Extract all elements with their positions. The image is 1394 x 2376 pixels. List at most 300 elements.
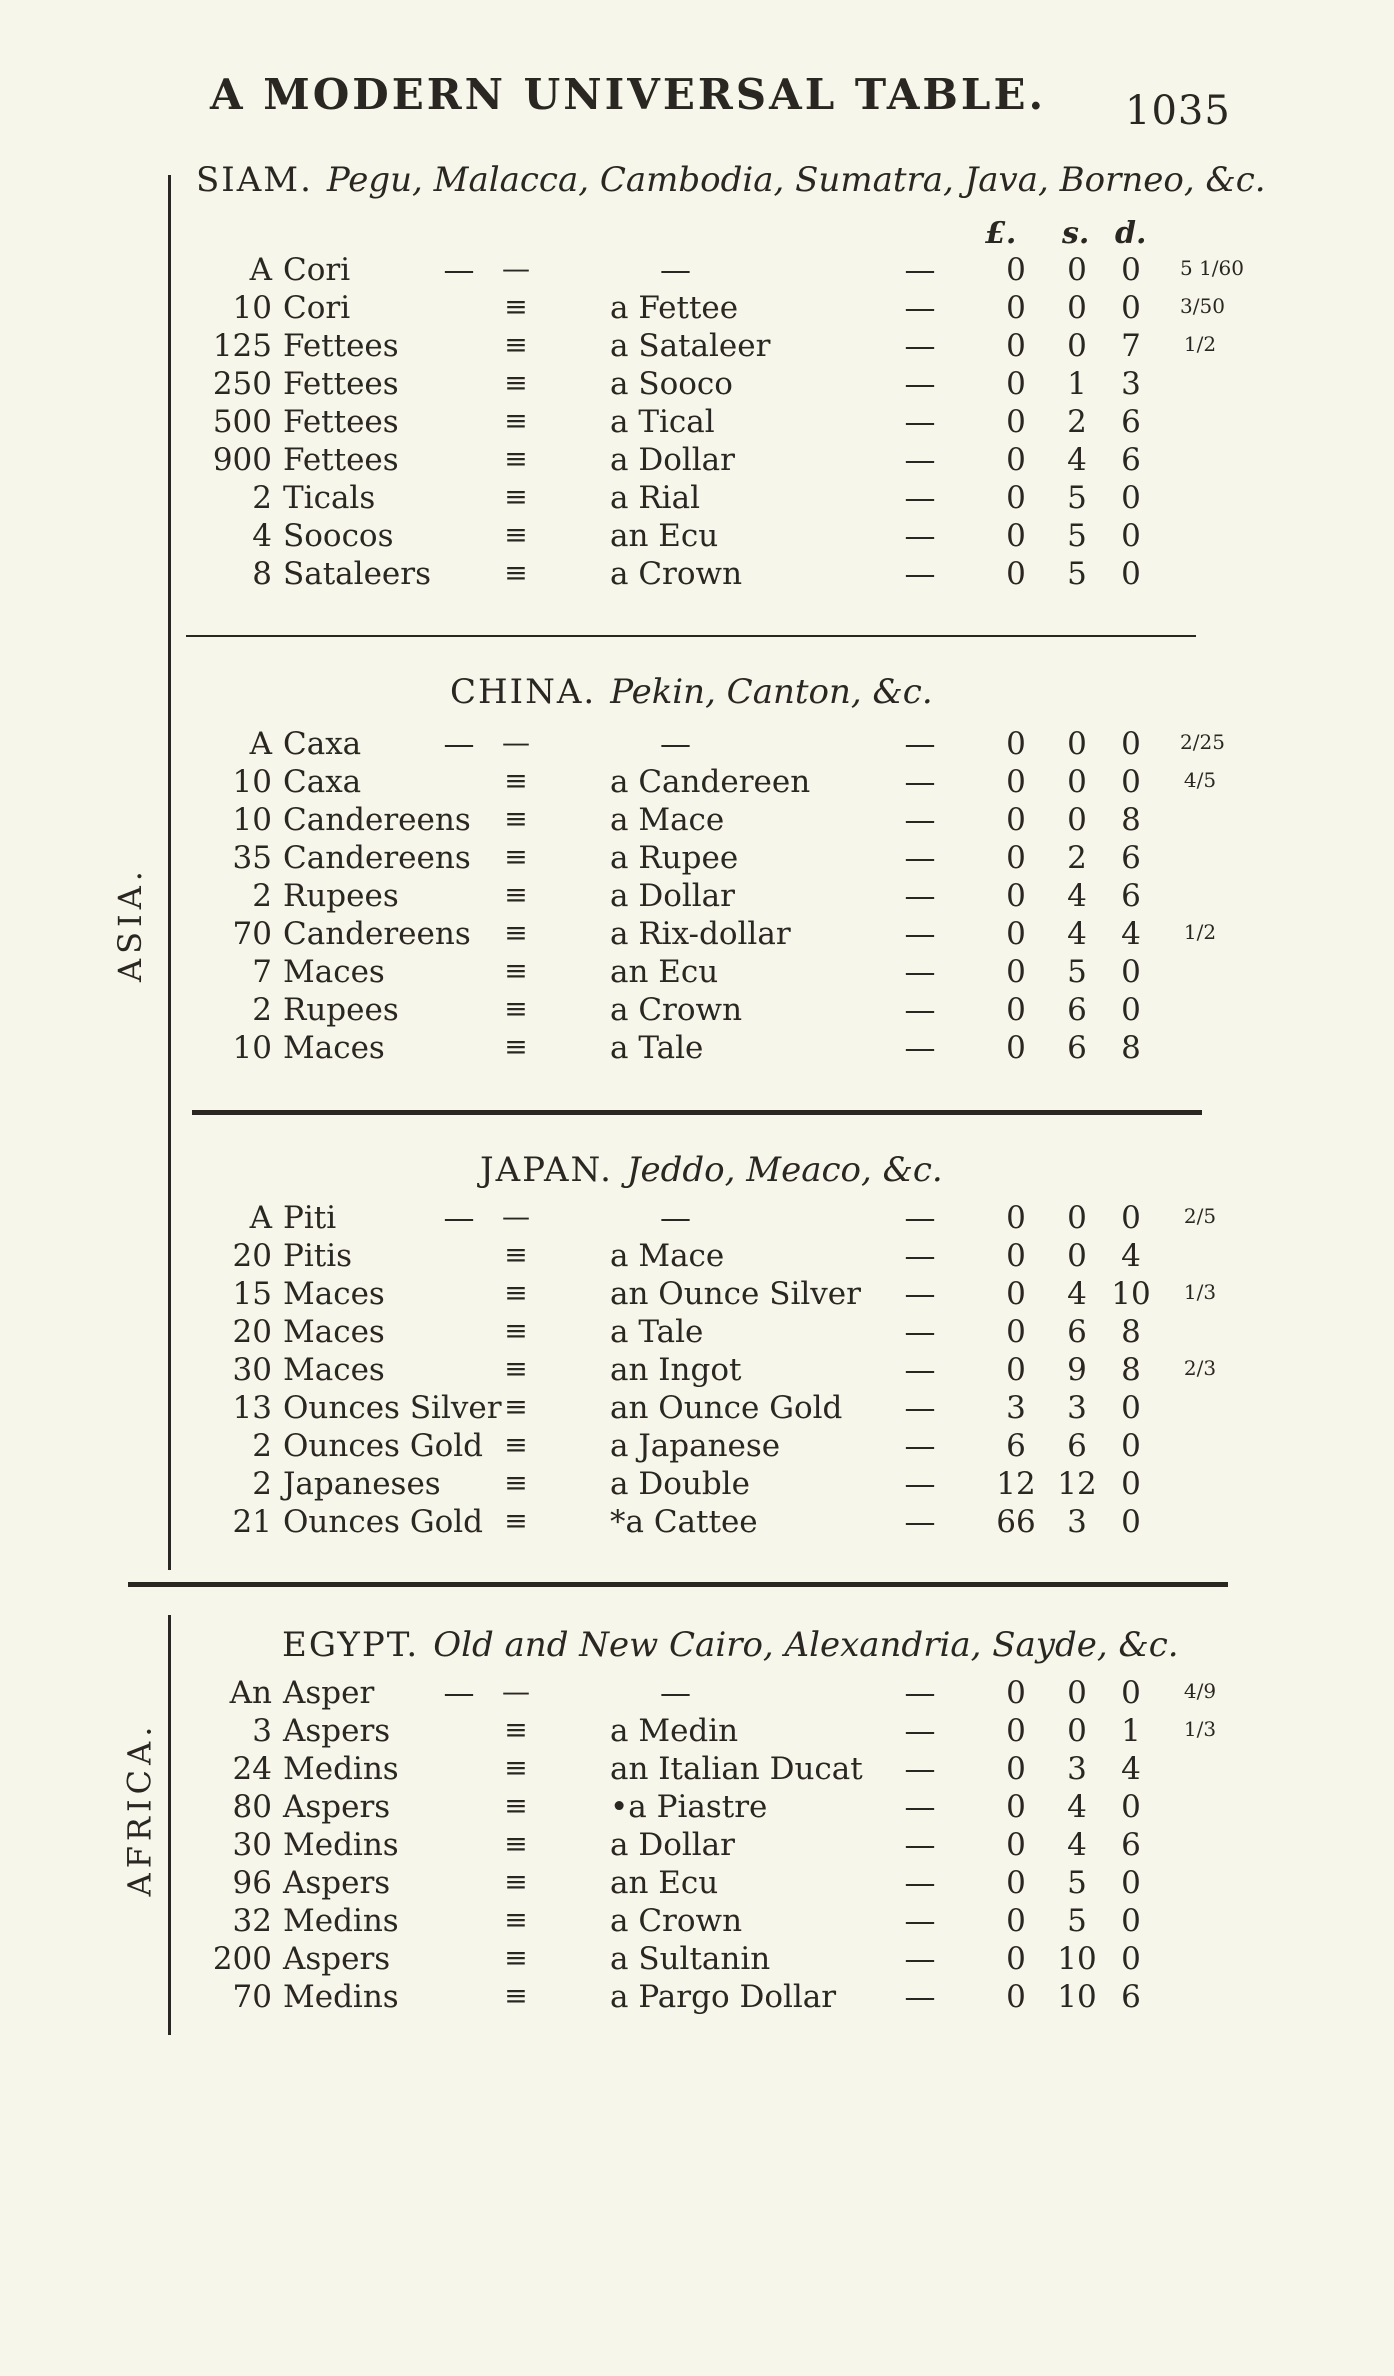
quantity: 2 bbox=[252, 992, 272, 1028]
dash-separator: — bbox=[904, 1504, 936, 1540]
pounds-value: 0 bbox=[1006, 764, 1026, 800]
dash-separator: — bbox=[502, 1675, 528, 1708]
quantity: 3 bbox=[252, 1713, 272, 1749]
dash-separator: — bbox=[904, 840, 936, 876]
quantity: 125 bbox=[212, 328, 272, 364]
equivalent: a Sooco bbox=[610, 366, 733, 402]
table-row bbox=[0, 1390, 1394, 1428]
shillings-value: 4 bbox=[1067, 1789, 1087, 1825]
equivalent: a Candereen bbox=[610, 764, 811, 800]
table-row bbox=[0, 1903, 1394, 1941]
pence-value: 8 bbox=[1121, 1030, 1141, 1066]
pounds-value: 0 bbox=[1006, 1713, 1026, 1749]
pence-value: 6 bbox=[1121, 840, 1141, 876]
pence-value: 0 bbox=[1121, 290, 1141, 326]
pounds-value: 0 bbox=[1006, 1030, 1026, 1066]
pounds-value: 0 bbox=[1006, 1827, 1026, 1863]
table-row bbox=[0, 1941, 1394, 1979]
pence-value: 8 bbox=[1121, 1314, 1141, 1350]
pence-head: d. bbox=[1115, 216, 1147, 251]
unit-name: Sataleers bbox=[283, 556, 431, 592]
continent-divider bbox=[128, 1582, 1228, 1587]
equals-separator: ≡ bbox=[504, 764, 526, 797]
dash-separator: — bbox=[904, 1979, 936, 2015]
quantity: 21 bbox=[232, 1504, 272, 1540]
pence-value: 0 bbox=[1121, 1200, 1141, 1236]
table-row bbox=[0, 1276, 1394, 1314]
dash-separator: — bbox=[904, 1352, 936, 1388]
fraction-value: 2/3 bbox=[1183, 1356, 1217, 1380]
equals-separator: ≡ bbox=[504, 1789, 526, 1822]
equals-separator: ≡ bbox=[504, 1466, 526, 1499]
pence-value: 6 bbox=[1121, 1827, 1141, 1863]
unit-name: Aspers bbox=[283, 1941, 391, 1977]
pounds-value: 0 bbox=[1006, 1789, 1026, 1825]
equivalent: a Dollar bbox=[610, 1827, 735, 1863]
pence-value: 0 bbox=[1121, 726, 1141, 762]
quantity: 10 bbox=[232, 802, 272, 838]
table-row bbox=[0, 1827, 1394, 1865]
fraction-value: 1/3 bbox=[1183, 1717, 1217, 1741]
pence-value: 0 bbox=[1121, 480, 1141, 516]
equivalent: *a Cattee bbox=[610, 1504, 758, 1540]
unit-name: Japaneses bbox=[283, 1466, 441, 1502]
dash-separator: — bbox=[660, 252, 691, 288]
equivalent: a Crown bbox=[610, 992, 743, 1028]
equivalent: a Pargo Dollar bbox=[610, 1979, 837, 2015]
quantity: 80 bbox=[232, 1789, 272, 1825]
table-row bbox=[0, 878, 1394, 916]
unit-name: Candereens bbox=[283, 802, 471, 838]
unit-name: Asper bbox=[283, 1675, 375, 1711]
table-row bbox=[0, 916, 1394, 954]
shillings-value: 0 bbox=[1067, 1713, 1087, 1749]
fraction-value: 4/9 bbox=[1183, 1679, 1217, 1703]
pounds-value: 0 bbox=[1006, 442, 1026, 478]
table-row bbox=[0, 802, 1394, 840]
shillings-value: 5 bbox=[1067, 954, 1087, 990]
pence-value: 3 bbox=[1121, 366, 1141, 402]
dash-separator: — bbox=[904, 1751, 936, 1787]
equivalent: a Medin bbox=[610, 1713, 739, 1749]
unit-name: Pitis bbox=[283, 1238, 353, 1274]
pounds-value: 0 bbox=[1006, 1903, 1026, 1939]
quantity: 10 bbox=[232, 1030, 272, 1066]
shillings-value: 3 bbox=[1067, 1751, 1087, 1787]
equivalent: a Rupee bbox=[610, 840, 739, 876]
table-row bbox=[0, 992, 1394, 1030]
equivalent: a Fettee bbox=[610, 290, 739, 326]
pounds-value: 0 bbox=[1006, 726, 1026, 762]
table-row bbox=[0, 1504, 1394, 1542]
table-row bbox=[0, 1238, 1394, 1276]
country-name: EGYPT. bbox=[282, 1625, 420, 1665]
equivalent: a Rial bbox=[610, 480, 700, 516]
shillings-value: 4 bbox=[1067, 1276, 1087, 1312]
table-row bbox=[0, 1466, 1394, 1504]
pounds-value: 0 bbox=[1006, 954, 1026, 990]
dash-separator: — bbox=[443, 1675, 475, 1711]
dash-separator: — bbox=[660, 726, 691, 762]
dash-separator: — bbox=[904, 916, 936, 952]
places-list: Old and New Cairo, Alexandria, Sayde, &c. bbox=[433, 1625, 1179, 1665]
unit-name: Maces bbox=[283, 954, 385, 990]
pounds-value: 0 bbox=[1006, 802, 1026, 838]
equivalent: a Dollar bbox=[610, 878, 735, 914]
equals-separator: ≡ bbox=[504, 1751, 526, 1784]
equals-separator: ≡ bbox=[504, 366, 526, 399]
places-list: Jeddo, Meaco, &c. bbox=[626, 1150, 943, 1190]
pence-value: 0 bbox=[1121, 252, 1141, 288]
equals-separator: ≡ bbox=[504, 992, 526, 1025]
pence-value: 6 bbox=[1121, 1979, 1141, 2015]
pounds-value: 3 bbox=[1006, 1390, 1026, 1426]
equivalent: an Ecu bbox=[610, 1865, 719, 1901]
unit-name: Aspers bbox=[283, 1865, 391, 1901]
pounds-value: 0 bbox=[1006, 290, 1026, 326]
shillings-value: 3 bbox=[1067, 1390, 1087, 1426]
equivalent: an Ecu bbox=[610, 954, 719, 990]
table-row bbox=[0, 1865, 1394, 1903]
dash-separator: — bbox=[904, 556, 936, 592]
pence-value: 0 bbox=[1121, 1865, 1141, 1901]
unit-name: Medins bbox=[283, 1751, 399, 1787]
shillings-value: 10 bbox=[1057, 1941, 1097, 1977]
pounds-value: 0 bbox=[1006, 878, 1026, 914]
equals-separator: ≡ bbox=[504, 480, 526, 513]
fraction-value: 3/50 bbox=[1180, 294, 1225, 318]
running-head: A MODERN UNIVERSAL TABLE. bbox=[210, 70, 1047, 119]
fraction-value: 4/5 bbox=[1183, 768, 1217, 792]
table-row bbox=[0, 1979, 1394, 2017]
pence-value: 4 bbox=[1121, 1238, 1141, 1274]
equals-separator: ≡ bbox=[504, 1238, 526, 1271]
unit-name: Medins bbox=[283, 1827, 399, 1863]
fraction-value: 5 1/60 bbox=[1180, 256, 1244, 280]
dash-separator: — bbox=[904, 252, 936, 288]
fraction-value: 1/2 bbox=[1183, 332, 1217, 356]
fraction-value: 2/5 bbox=[1183, 1204, 1217, 1228]
equivalent: a Sataleer bbox=[610, 328, 771, 364]
unit-name: Maces bbox=[283, 1352, 385, 1388]
pounds-value: 0 bbox=[1006, 1238, 1026, 1274]
quantity: 200 bbox=[212, 1941, 272, 1977]
quantity: 32 bbox=[232, 1903, 272, 1939]
equals-separator: ≡ bbox=[504, 1428, 526, 1461]
quantity: 2 bbox=[252, 1466, 272, 1502]
pounds-value: 0 bbox=[1006, 404, 1026, 440]
table-row bbox=[0, 726, 1394, 764]
dash-separator: — bbox=[660, 1200, 691, 1236]
unit-name: Caxa bbox=[283, 764, 362, 800]
equals-separator: ≡ bbox=[504, 1314, 526, 1347]
unit-name: Medins bbox=[283, 1979, 399, 2015]
equivalent: a Tale bbox=[610, 1030, 704, 1066]
unit-name: Ticals bbox=[283, 480, 376, 516]
unit-name: Piti bbox=[283, 1200, 337, 1236]
pounds-value: 0 bbox=[1006, 252, 1026, 288]
continent-label-asia: ASIA. bbox=[110, 866, 149, 982]
dash-separator: — bbox=[660, 1675, 691, 1711]
section-title bbox=[196, 160, 1266, 200]
shillings-value: 0 bbox=[1067, 1200, 1087, 1236]
quantity: A bbox=[249, 1200, 272, 1236]
quantity: 250 bbox=[212, 366, 272, 402]
equals-separator: ≡ bbox=[504, 1504, 526, 1537]
pence-value: 0 bbox=[1121, 992, 1141, 1028]
dash-separator: — bbox=[443, 726, 475, 762]
equals-separator: ≡ bbox=[504, 954, 526, 987]
pence-value: 4 bbox=[1121, 1751, 1141, 1787]
section-divider bbox=[186, 635, 1196, 637]
dash-separator: — bbox=[904, 404, 936, 440]
unit-name: Ounces Silver bbox=[283, 1390, 502, 1426]
pounds-value: 0 bbox=[1006, 1865, 1026, 1901]
shillings-value: 4 bbox=[1067, 1827, 1087, 1863]
quantity: 7 bbox=[252, 954, 272, 990]
pounds-value: 0 bbox=[1006, 1314, 1026, 1350]
dash-separator: — bbox=[904, 726, 936, 762]
shillings-value: 6 bbox=[1067, 1314, 1087, 1350]
unit-name: Fettees bbox=[283, 328, 399, 364]
dash-separator: — bbox=[904, 764, 936, 800]
equals-separator: ≡ bbox=[504, 328, 526, 361]
equivalent: a Crown bbox=[610, 556, 743, 592]
pence-value: 6 bbox=[1121, 404, 1141, 440]
equivalent: a Tical bbox=[610, 404, 715, 440]
quantity: 35 bbox=[232, 840, 272, 876]
equals-separator: ≡ bbox=[504, 1979, 526, 2012]
section-title bbox=[450, 672, 933, 712]
table-row bbox=[0, 764, 1394, 802]
unit-name: Soocos bbox=[283, 518, 394, 554]
pence-value: 8 bbox=[1121, 1352, 1141, 1388]
shillings-value: 0 bbox=[1067, 802, 1087, 838]
places-list: Pegu, Malacca, Cambodia, Sumatra, Java, Borneo, &c. bbox=[326, 160, 1266, 200]
dash-separator: — bbox=[443, 252, 475, 288]
pounds-value: 0 bbox=[1006, 1675, 1026, 1711]
shillings-value: 5 bbox=[1067, 1865, 1087, 1901]
table-row bbox=[0, 1751, 1394, 1789]
table-row bbox=[0, 404, 1394, 442]
dash-separator: — bbox=[904, 1827, 936, 1863]
quantity: 500 bbox=[212, 404, 272, 440]
dash-separator: — bbox=[904, 992, 936, 1028]
shillings-value: 5 bbox=[1067, 1903, 1087, 1939]
continent-label-africa: AFRICA. bbox=[120, 1721, 159, 1897]
table-row bbox=[0, 518, 1394, 556]
equivalent: a Sultanin bbox=[610, 1941, 771, 1977]
table-row bbox=[0, 290, 1394, 328]
quantity: 900 bbox=[212, 442, 272, 478]
unit-name: Fettees bbox=[283, 404, 399, 440]
pounds-value: 0 bbox=[1006, 556, 1026, 592]
shillings-value: 1 bbox=[1067, 366, 1087, 402]
table-row bbox=[0, 252, 1394, 290]
pence-value: 0 bbox=[1121, 1903, 1141, 1939]
unit-name: Aspers bbox=[283, 1789, 391, 1825]
unit-name: Candereens bbox=[283, 840, 471, 876]
shillings-value: 0 bbox=[1067, 290, 1087, 326]
table-row bbox=[0, 954, 1394, 992]
unit-name: Cori bbox=[283, 252, 351, 288]
equals-separator: ≡ bbox=[504, 1941, 526, 1974]
pounds-value: 0 bbox=[1006, 1276, 1026, 1312]
unit-name: Cori bbox=[283, 290, 351, 326]
pounds-value: 6 bbox=[1006, 1428, 1026, 1464]
shillings-value: 0 bbox=[1067, 726, 1087, 762]
equals-separator: ≡ bbox=[504, 290, 526, 323]
table-row bbox=[0, 1030, 1394, 1068]
dash-separator: — bbox=[904, 1030, 936, 1066]
equals-separator: ≡ bbox=[504, 840, 526, 873]
dash-separator: — bbox=[443, 1200, 475, 1236]
equals-separator: ≡ bbox=[504, 518, 526, 551]
equals-separator: ≡ bbox=[504, 802, 526, 835]
table-row bbox=[0, 556, 1394, 594]
pounds-head: £. bbox=[985, 216, 1017, 251]
fraction-value: 1/2 bbox=[1183, 920, 1217, 944]
quantity: 96 bbox=[232, 1865, 272, 1901]
unit-name: Ounces Gold bbox=[283, 1428, 484, 1464]
pounds-value: 0 bbox=[1006, 1352, 1026, 1388]
dash-separator: — bbox=[904, 1941, 936, 1977]
quantity: 20 bbox=[232, 1238, 272, 1274]
unit-name: Maces bbox=[283, 1276, 385, 1312]
pence-value: 0 bbox=[1121, 1941, 1141, 1977]
shillings-value: 0 bbox=[1067, 1675, 1087, 1711]
table-row bbox=[0, 480, 1394, 518]
equals-separator: ≡ bbox=[504, 442, 526, 475]
pounds-value: 0 bbox=[1006, 1200, 1026, 1236]
dash-separator: — bbox=[904, 1466, 936, 1502]
dash-separator: — bbox=[904, 518, 936, 554]
pounds-value: 0 bbox=[1006, 992, 1026, 1028]
shillings-value: 4 bbox=[1067, 878, 1087, 914]
pounds-value: 0 bbox=[1006, 916, 1026, 952]
pence-value: 8 bbox=[1121, 802, 1141, 838]
equivalent: •a Piastre bbox=[610, 1789, 768, 1825]
shillings-value: 2 bbox=[1067, 840, 1087, 876]
quantity: A bbox=[249, 252, 272, 288]
table-row bbox=[0, 442, 1394, 480]
table-row bbox=[0, 840, 1394, 878]
country-name: JAPAN. bbox=[480, 1150, 613, 1190]
column-heads bbox=[0, 216, 1394, 256]
quantity: A bbox=[249, 726, 272, 762]
pence-value: 0 bbox=[1121, 954, 1141, 990]
pence-value: 0 bbox=[1121, 1390, 1141, 1426]
shillings-value: 5 bbox=[1067, 518, 1087, 554]
section-title bbox=[282, 1625, 1179, 1665]
shillings-value: 0 bbox=[1067, 1238, 1087, 1274]
pounds-value: 0 bbox=[1006, 1979, 1026, 2015]
pounds-value: 12 bbox=[996, 1466, 1036, 1502]
quantity: 13 bbox=[232, 1390, 272, 1426]
unit-name: Maces bbox=[283, 1314, 385, 1350]
unit-name: Rupees bbox=[283, 878, 399, 914]
pounds-value: 66 bbox=[996, 1504, 1036, 1540]
shillings-value: 2 bbox=[1067, 404, 1087, 440]
country-name: CHINA. bbox=[450, 672, 597, 712]
fraction-value: 2/25 bbox=[1180, 730, 1225, 754]
equals-separator: ≡ bbox=[504, 1827, 526, 1860]
equivalent: an Ounce Gold bbox=[610, 1390, 843, 1426]
equals-separator: ≡ bbox=[504, 1276, 526, 1309]
shillings-value: 0 bbox=[1067, 328, 1087, 364]
equivalent: an Italian Ducat bbox=[610, 1751, 863, 1787]
dash-separator: — bbox=[904, 442, 936, 478]
dash-separator: — bbox=[904, 480, 936, 516]
quantity: 15 bbox=[232, 1276, 272, 1312]
pence-value: 7 bbox=[1121, 328, 1141, 364]
quantity: 2 bbox=[252, 1428, 272, 1464]
pence-value: 0 bbox=[1121, 518, 1141, 554]
unit-name: Candereens bbox=[283, 916, 471, 952]
equivalent: a Crown bbox=[610, 1903, 743, 1939]
quantity: 10 bbox=[232, 290, 272, 326]
fraction-value: 1/3 bbox=[1183, 1280, 1217, 1304]
quantity: 10 bbox=[232, 764, 272, 800]
dash-separator: — bbox=[904, 1200, 936, 1236]
equals-separator: ≡ bbox=[504, 556, 526, 589]
equivalent: a Japanese bbox=[610, 1428, 781, 1464]
equals-separator: ≡ bbox=[504, 1713, 526, 1746]
unit-name: Maces bbox=[283, 1030, 385, 1066]
pence-value: 6 bbox=[1121, 878, 1141, 914]
equals-separator: ≡ bbox=[504, 916, 526, 949]
equals-separator: ≡ bbox=[504, 1352, 526, 1385]
shillings-value: 3 bbox=[1067, 1504, 1087, 1540]
equals-separator: ≡ bbox=[504, 404, 526, 437]
quantity: 30 bbox=[232, 1827, 272, 1863]
unit-name: Fettees bbox=[283, 366, 399, 402]
shillings-value: 4 bbox=[1067, 442, 1087, 478]
equals-separator: ≡ bbox=[504, 1030, 526, 1063]
dash-separator: — bbox=[502, 726, 528, 759]
dash-separator: — bbox=[904, 1238, 936, 1274]
shillings-value: 10 bbox=[1057, 1979, 1097, 2015]
unit-name: Rupees bbox=[283, 992, 399, 1028]
dash-separator: — bbox=[904, 366, 936, 402]
unit-name: Ounces Gold bbox=[283, 1504, 484, 1540]
shillings-value: 0 bbox=[1067, 764, 1087, 800]
pence-value: 6 bbox=[1121, 442, 1141, 478]
pence-value: 0 bbox=[1121, 1466, 1141, 1502]
shillings-value: 4 bbox=[1067, 916, 1087, 952]
dash-separator: — bbox=[904, 878, 936, 914]
dash-separator: — bbox=[904, 1789, 936, 1825]
dash-separator: — bbox=[904, 1276, 936, 1312]
dash-separator: — bbox=[904, 954, 936, 990]
shillings-value: 9 bbox=[1067, 1352, 1087, 1388]
places-list: Pekin, Canton, &c. bbox=[610, 672, 933, 712]
equivalent: an Ounce Silver bbox=[610, 1276, 861, 1312]
shillings-value: 6 bbox=[1067, 992, 1087, 1028]
unit-name: Medins bbox=[283, 1903, 399, 1939]
dash-separator: — bbox=[904, 1314, 936, 1350]
table-row bbox=[0, 1713, 1394, 1751]
equivalent: an Ecu bbox=[610, 518, 719, 554]
equivalent: a Tale bbox=[610, 1314, 704, 1350]
table-row bbox=[0, 1789, 1394, 1827]
equals-separator: ≡ bbox=[504, 1865, 526, 1898]
pounds-value: 0 bbox=[1006, 480, 1026, 516]
equals-separator: ≡ bbox=[504, 1903, 526, 1936]
shillings-value: 5 bbox=[1067, 556, 1087, 592]
pence-value: 0 bbox=[1121, 556, 1141, 592]
table-row bbox=[0, 1200, 1394, 1238]
